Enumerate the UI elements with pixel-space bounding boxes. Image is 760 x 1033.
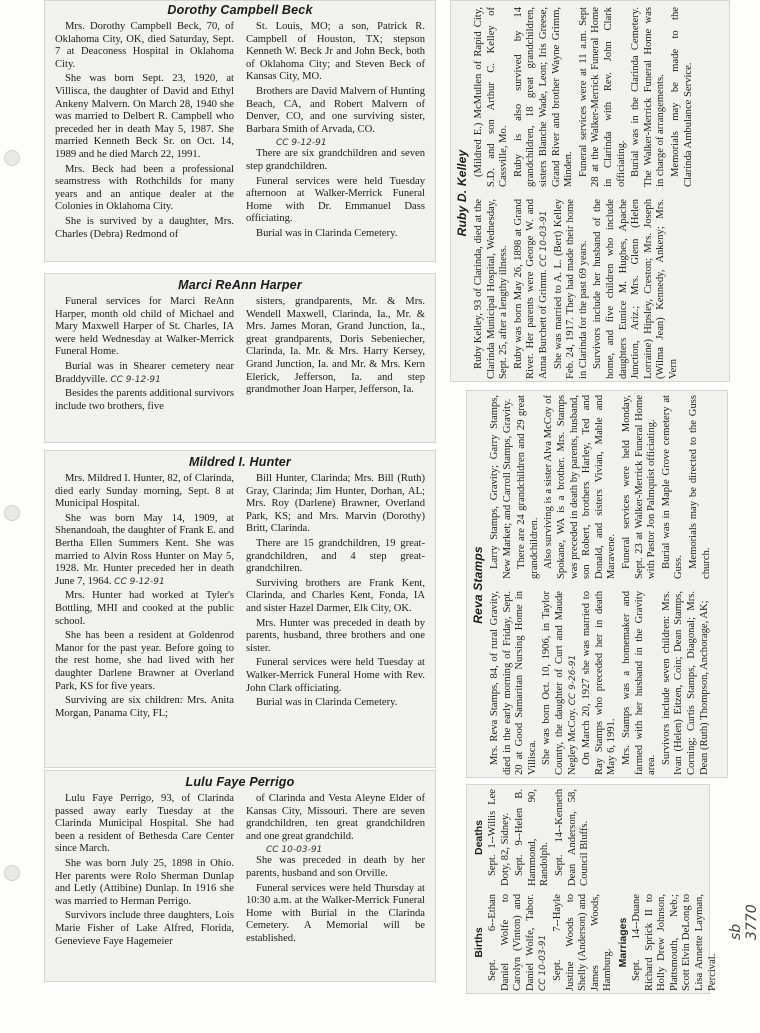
paragraph: She was preceded in death by her parents, husband and son Orville. bbox=[246, 855, 425, 879]
paragraph: Funeral services were held Monday, Sept. 23 at Walker-Merrick Funeral Home with Pastor Jon Palmquist officiating. bbox=[620, 395, 658, 579]
paragraph: of Clarinda and Vesta Aleyne Elder of Kansas City, Missouri. There are seven grandchildren, ten great grandchildren and one great grandchild. bbox=[246, 793, 425, 842]
paragraph: Mrs. Mildred I. Hunter, 82, of Clarinda, died early Sunday morning, Sept. 8 at Municipal Hospital. bbox=[55, 473, 234, 510]
deaths-heading: Deaths bbox=[473, 820, 485, 856]
obituary-ruby-kelley bbox=[455, 7, 725, 379]
paragraph: Mrs. Dorothy Campbell Beck, 70, of Oklahoma City, OK, died Saturday, Sept. 7 at Deaconess Hospital in Oklahoma City. bbox=[55, 21, 234, 70]
handwritten-date: CC 9-12-91 bbox=[110, 374, 161, 385]
paragraph: Also surviving is a sister Alva McCoy of Spokane, WA is a brother. Mrs. Stamps was preceded in death by parents, husband, son Robert, brothers Harley, Ted and Donald, and sisters Vivian, Mable and Maravene. bbox=[543, 395, 618, 579]
paragraph: She was born Oct. 10, 1906, in Taylor County, the daughter of Curt and Maude Negley McCoy. CC 9-26-91 bbox=[541, 591, 578, 775]
paragraph: Burial was in Maple Grove cemetery at Guss. bbox=[660, 395, 685, 579]
obituary-marci-harper bbox=[44, 273, 436, 443]
marriages-heading: Marriages bbox=[616, 917, 629, 968]
paragraph: (Mildred E.) McMullen of Rapid City, S.D. and son Arthur C. Kelley of Cassville, Mo. bbox=[473, 7, 510, 187]
paragraph: Funeral services for Marci ReAnn Harper, month old child of Michael and Mary Maxwell Harper of St. Charles, IA were held Wednesday at Walker-Merrick Funeral Home. bbox=[55, 296, 234, 358]
paragraph: Burial was in the Clarinda Cemetery. The Walker-Merrick Funeral Home was in charge of arrangements. bbox=[630, 7, 667, 187]
obituary-ruby-kelley-clipping bbox=[450, 0, 730, 382]
paragraph: St. Louis, MO; a son, Patrick R. Campbell of Houston, TX; stepson Kenneth W. Beck Jr and John Beck, both of Oklahoma City; and Steven Beck of Kansas City, MO. bbox=[246, 21, 425, 83]
handwritten-date: CC 10-03-91 bbox=[538, 210, 549, 267]
paragraph: Survivors include three daughters, Lois Marie Fisher of Lake Alfred, Florida, Genevieve Faye Hagemeier bbox=[55, 910, 234, 947]
paragraph: Sept. 14--Duane Richard Sprick II to Holly Drew Johnson, Plattsmouth, Neb.; Scott Elvin DeLong to Lisa Annette Layman, Percival. bbox=[630, 894, 718, 991]
paragraph: She was born July 25, 1898 in Ohio. Her parents were Rolo Sherman Dunlap and Letly (Attibine) Dunlap. In 1916 she was married to Herman Perrigo. bbox=[55, 857, 234, 907]
punch-hole bbox=[4, 865, 20, 881]
obituary-title: Mildred I. Hunter bbox=[188, 455, 291, 469]
paragraph: Survivors include her husband of the home, and five children who include daughters Eunice M. Hughes, Apache Junction, Ariz.; Mrs. Glenn (Helen Lorraine) Hipsley, Creston; Mrs. Joseph (Wilma Jean) Kennedy, Ankeny; Mrs. Vern bbox=[592, 199, 679, 379]
paragraph: sisters, grandparents, Mr. & Mrs. Wendell Maxwell, Clarinda, Ia., Mr. & Mrs. James Moran, Grand Junction, Ia., great grandparents, Doris Sebeniecher, Clarinda, Ia. Mr. & Mrs. Harry Kersey, Grand Junction, Ia. and Mr. & Mrs. Kern Elerick, Jefferson, Ia. and step grandmother Joan Harper, Jefferson, Ia. bbox=[246, 296, 425, 396]
obituary-title: Lulu Faye Perrigo bbox=[185, 775, 295, 789]
paragraph: Funeral services were held Thursday at 10:30 a.m. at the Walker-Merrick Funeral Home with Burial in the Clarinda Cemetery. A Memorial will be established. bbox=[246, 882, 425, 944]
paragraph: Lulu Faye Perrigo, 93, of Clarinda passed away early Tuesday at the Clarinda Municipal Hospital. She had been a resident of Bethesda Care Center since March. bbox=[55, 793, 234, 855]
paragraph: Ruby Kelley, 93 of Clarinda, died at the Clarinda Municipal Hospital, Wednesday, Sept. 25, after a lengthy illness. bbox=[473, 199, 510, 379]
obituary-title: Marci ReAnn Harper bbox=[178, 278, 302, 292]
obituary-reva-stamps bbox=[471, 395, 725, 775]
paragraph: Sept. 9--Helen B. Hammond, 90, Randolph. bbox=[514, 789, 551, 886]
paragraph: Burial was in Clarinda Cemetery. bbox=[256, 697, 398, 709]
vital-records-clipping bbox=[466, 784, 718, 994]
paragraph: Memorials may be made to the Clarinda Ambulance Service. bbox=[669, 7, 694, 187]
paragraph: Sept. 6--Ethan Daniel Wolfe to Carolyn (Vinton) and Daniel Wolfe, Tabor. CC 10-03-91 bbox=[487, 894, 549, 991]
paragraph: She is survived by a daughter, Mrs. Charles (Debra) Redmond of bbox=[55, 215, 234, 240]
punch-hole bbox=[4, 505, 20, 521]
paragraph: Mrs. Hunter had worked at Tyler's Bottling, MHI and cooked at the public school. bbox=[55, 590, 234, 627]
paragraph: She was married to A. L. (Bert) Kelley Feb. 24, 1917. They had made their home in Clarinda for the past 69 years. bbox=[552, 199, 589, 379]
paragraph: Besides the parents additional survivors include two brothers, five bbox=[55, 388, 234, 412]
births-heading: Births bbox=[473, 927, 485, 958]
paragraph: Funeral services were at 11 a.m. Sept 28 at the Walker-Merrick Funeral Home in Clarinda with Rev. John Clark officiating. bbox=[577, 7, 627, 187]
obituary-mildred-hunter bbox=[44, 450, 436, 768]
handwritten-date: CC 9-26-91 bbox=[567, 654, 578, 706]
paragraph: On March 20, 1927 she was married to Ray Stamps who preceded her in death May 6, 1991. bbox=[581, 591, 618, 775]
paragraph: Mrs. Stamps was a homemaker and farmed with her husband in the Gravity area. bbox=[620, 591, 658, 775]
paragraph: Brothers are David Malvern of Hunting Beach, CA, and Robert Malvern of Denver, CO, and one surviving sister, Barbara Smith of Arvada, CO. bbox=[246, 85, 425, 135]
paragraph: Sept. 1--Willis Lee Doty, 82, Sidney. bbox=[487, 789, 511, 886]
paragraph: Burial was in Clarinda Cemetery. bbox=[256, 227, 398, 239]
handwritten-date: CC 10-03-91 bbox=[538, 934, 549, 991]
paragraph: Mrs. Hunter was preceded in death by parents, husband, three brothers and one sister. bbox=[246, 617, 425, 654]
paragraph: She was born Sept. 23, 1920, at Villisca, the daughter of David and Ethyl Ankeny Malvern. On March 28, 1940 she was married to Delbert R. Campbell who preceded her in death May 5, 1987. She married Kenneth Beck Sr. on Oct. 14, 1989 and he died March 22, 1991. bbox=[55, 73, 234, 160]
obituary-reva-stamps-clipping bbox=[466, 390, 728, 778]
handwritten-date: CC 9-12-91 bbox=[114, 576, 165, 587]
obituary-title: Dorothy Campbell Beck bbox=[167, 3, 313, 17]
paragraph: Sept. 7--Hayle Justine Woods to Shelly (Anderson) and James Woods, Hamburg. bbox=[551, 894, 614, 991]
paragraph: Surviving are six children: Mrs. Anita Morgan, Panama City, FL; bbox=[55, 695, 234, 719]
paragraph: Mrs. Reva Stamps, 84, of rural Gravity, died in the early morning of Friday, Sept. 20 at Good Samaritan Nursing Home in Villisca. bbox=[489, 591, 538, 775]
paragraph: Funeral services were held Tuesday at Walker-Merrick Funeral Home with Rev. John Clark officiating. bbox=[246, 657, 425, 694]
paragraph: There are six grandchildren and seven step grandchildren. bbox=[246, 148, 425, 172]
obituary-title: Ruby D. Kelley bbox=[455, 149, 469, 237]
obituary-lulu-perrigo bbox=[44, 770, 436, 982]
paragraph: Sept. 14--Kenneth Dean Anderson, 58, Council Bluffs. bbox=[553, 789, 591, 886]
paragraph: Memorials may be directed to the Guss church. bbox=[687, 395, 712, 579]
paragraph: Funeral services were held Tuesday afternoon at Walker-Merrick Funeral Home with Dr. Emmanuel Dass officiating. bbox=[246, 175, 425, 225]
handwritten-date: CC 10-03-91 bbox=[266, 845, 323, 856]
vital-records bbox=[471, 789, 718, 991]
paragraph: Ruby is also survived by 14 grandchildren, 18 great grandchildren, sisters Blanche Wade, Leon; Iris Greese, Grand River and brother Wayne Grimm, Minden. bbox=[512, 7, 575, 187]
paragraph: There are 15 grandchildren, 19 great-grandchildren, and 4 step great-grandchilren. bbox=[246, 537, 425, 575]
obituary-dorothy-beck bbox=[44, 0, 436, 262]
paragraph: Ruby was born May 26, 1898 at Grand River. Her parents were George W. and Anna Burchett of Grimm. CC 10-03-91 bbox=[512, 199, 549, 379]
paragraph: She was born May 14, 1909, at Shenandoah, the daughter of Frank E. and Bertha Ellen Summers Kent. She was married to Alvin Ross Hunter on May 5, 1928. Mr. Hunter preceded her in death June 7, 1964. CC 9-12-91 bbox=[55, 512, 234, 587]
paragraph: Surviving brothers are Frank Kent, Clarinda, and Charles Kent, Fonda, IA and sister Hazel Darmer, Elk City, OK. bbox=[246, 577, 425, 614]
paragraph: Mrs. Beck had been a professional seamstress with Rothchilds for many years and an antique dealer at the Colonies in Oklahoma City. bbox=[55, 163, 234, 213]
paragraph: There are 24 grandchildren and 29 great grandchildren. bbox=[516, 395, 540, 579]
margin-note: sb 3770 bbox=[728, 904, 760, 940]
paragraph: Bill Hunter, Clarinda; Mrs. Bill (Ruth) Gray, Clarinda; Jim Hunter, Dorhan, AL; Mrs. Roy (Darlene) Brawner, Overland Park, KS; and Mrs. Marvin (Dorothy) Britt, Clarinda. bbox=[246, 473, 425, 535]
handwritten-date: CC 9-12-91 bbox=[276, 138, 327, 149]
paragraph: Burial was in Shearer cemetery near Braddyville. CC 9-12-91 bbox=[55, 360, 234, 385]
paragraph: Survivors include seven children: Mrs. Ivan (Helen) Eitzen, Coin; Dean Stamps, Corning; Curtis Stamps, Diagonal; Mrs. Dean (Ruth) Thompson, Anchorage, AK; bbox=[660, 591, 710, 775]
punch-hole bbox=[4, 150, 20, 166]
paragraph: Larry Stamps, Gravity; Garry Stamps, New Market; and Carroll Stamps, Gravity. bbox=[489, 395, 513, 579]
obituary-title: Reva Stamps bbox=[471, 546, 485, 624]
paragraph: She has been a resident at Goldenrod Manor for the past year. Before going to the rest home, she had lived with her daughter Darlene Brawner at Overland Park, KS for five years. bbox=[55, 630, 234, 692]
